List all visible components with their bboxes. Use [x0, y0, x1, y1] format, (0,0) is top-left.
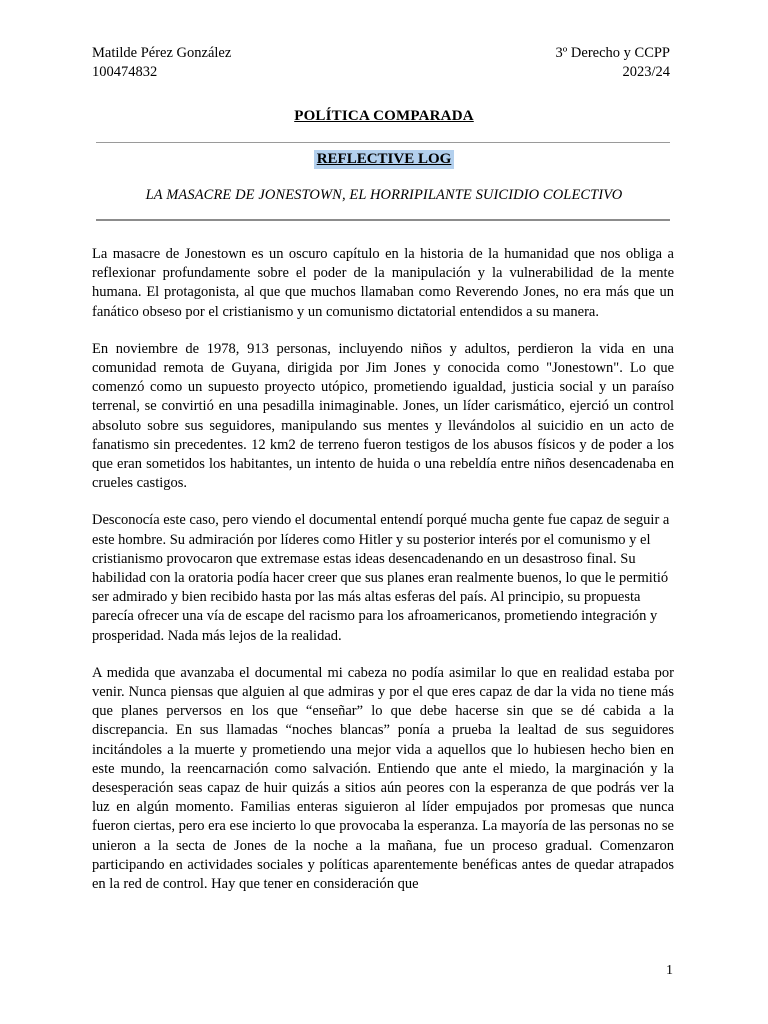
- document-body: [92, 245, 674, 912]
- title-divider: [96, 142, 670, 143]
- paragraph-2: En noviembre de 1978, 913 personas, incluyendo niños y adultos, perdieron la vida en una comunidad remota de Guyana, dirigida por Jim Jones y conocida como "Jonestown". Lo que comenzó como un supuesto proyecto utópico, prometiendo igualdad, justicia social y un paraíso terrenal, se convirtió en una pesadilla inimaginable. Jones, un líder carismático, ejerció un control absoluto sobre sus seguidores, manipulando sus mentes y llevándolos al suicidio en un acto de fanatismo sin precedentes. 12 km2 de terreno fueron testigos de los abusos físicos y de poder a los que eran sometidos los habitantes, un intento de huida o una rebeldía entre niños desencadenaba en crueles castigos.: [92, 340, 674, 492]
- document-subtitle: LA MASACRE DE JONESTOWN, EL HORRIPILANTE SUICIDIO COLECTIVO: [145, 187, 623, 203]
- document-header: [92, 44, 670, 82]
- paragraph-1: La masacre de Jonestown es un oscuro capítulo en la historia de la humanidad que nos obliga a reflexionar profundamente sobre el poder de la manipulación y la vulnerabilidad de la mente humana. El protagonista, al que que muchos llamaban como Reverendo Jones, no era más que un fanático obseso por el cristianismo y un comunismo dictatorial entendidos a su manera.: [92, 246, 674, 320]
- document-title: POLÍTICA COMPARADA: [294, 108, 474, 124]
- academic-year: 2023/24: [622, 64, 670, 80]
- paragraph-4: A medida que avanzaba el documental mi cabeza no podía asimilar lo que en realidad estaba por venir. Nunca piensas que alguien al que admiras y por el que eres capaz de dar la vida no tiene más que planes perversos en los que “enseñar” lo que debe hacerse sin que se dé cabida a la discrepancia. En sus llamadas “noches blancas” ponía a prueba la lealtad de sus seguidores incitándoles a la muerte y prometiendo una mejor vida a aquellos que lo hubiesen hecho bien en este mundo, la reencarnación como salvación. Entiendo que ante el miedo, la marginación y la desesperación seas capaz de huir quizás a sitios aún peores con la esperanza de que podrás ver la luz en algún momento. Familias enteras siguieron al líder empujados por promesas que nunca fueron ciertas, pero era ese incierto lo que provocaba la esperanza. La mayoría de las personas no se unieron a la secta de Jones de la noche a la mañana, fue un proceso gradual. Comenzaron participando en actividades sociales y políticas aparentemente benéficas antes de quedar atrapados en la red de control. Hay que tener en consideración que: [92, 664, 674, 893]
- page-number: 1: [666, 963, 673, 978]
- reflective-log-heading: REFLECTIVE LOG: [314, 150, 455, 169]
- author-name: Matilde Pérez González: [92, 45, 232, 61]
- paragraph-3: Desconocía este caso, pero viendo el documental entendí porqué mucha gente fue capaz de seguir a este hombre. Su admiración por líderes como Hitler y su posterior interés por el comunismo y el cristianismo provocaron que extremase estas ideas desencadenando en un desastroso final. Su habilidad con la oratoria podía hacer creer que sus planes eran realmente buenos, lo que le permitió ser admirado y bien recibido hasta por las más altas esferas del país. Al principio, su propuesta parecía ofrecer una vía de escape del racismo para los afroamericanos, prometiendo integración y prosperidad. Nada más lejos de la realidad.: [92, 512, 670, 644]
- reflective-log-heading-wrap: [0, 150, 768, 169]
- course-name: 3º Derecho y CCPP: [555, 45, 670, 61]
- student-id: 100474832: [92, 64, 158, 80]
- subtitle-divider: [96, 219, 670, 221]
